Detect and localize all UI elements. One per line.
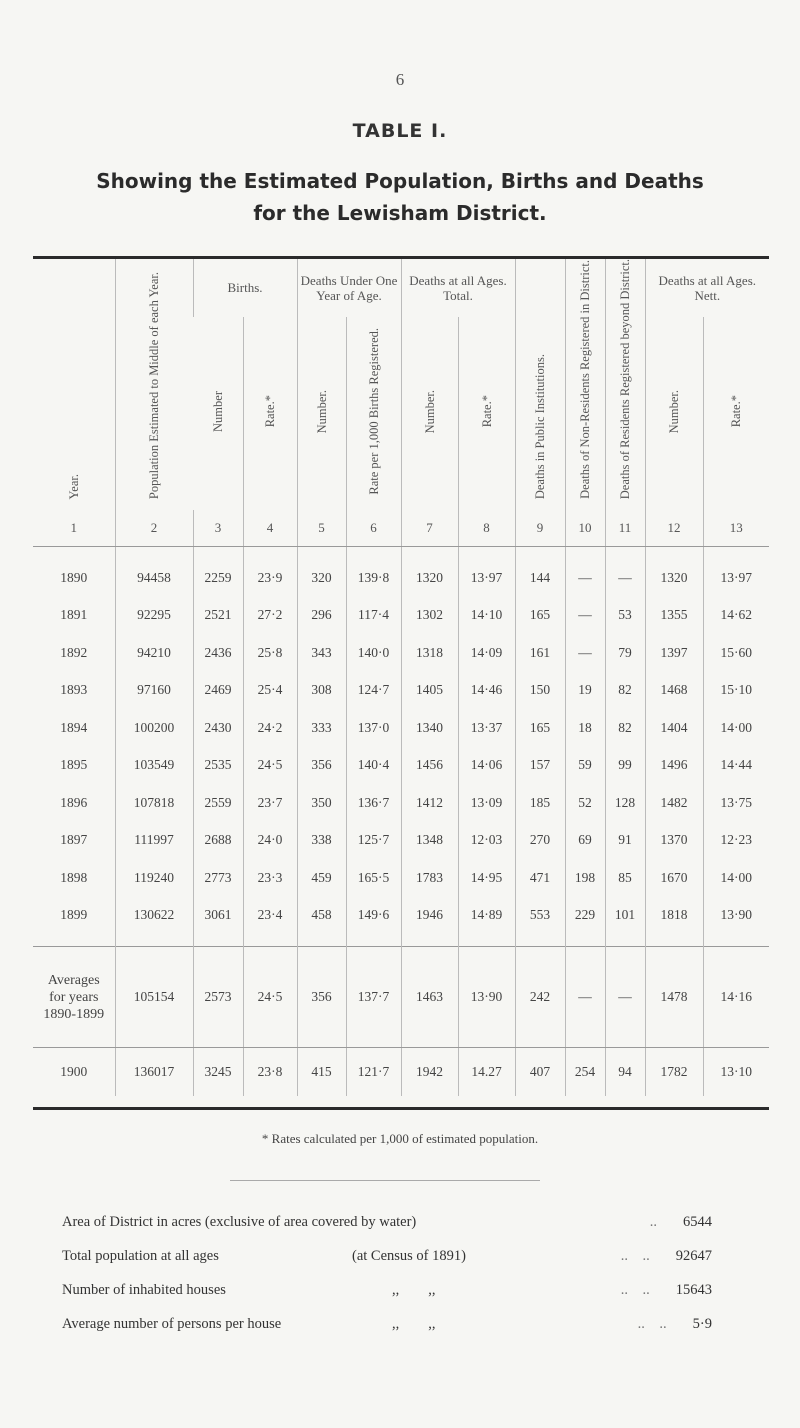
table-cell: 2430 (193, 709, 243, 747)
table-cell: 13·90 (458, 947, 515, 1048)
table-cell: 2469 (193, 672, 243, 710)
table-cell: 1404 (645, 709, 703, 747)
table-cell: 15·10 (703, 672, 769, 710)
table-cell: 333 (297, 709, 346, 747)
table-cell: 23·7 (243, 784, 297, 822)
table-cell: 140·0 (346, 634, 401, 672)
column-number: 1 (33, 510, 115, 547)
column-number: 5 (297, 510, 346, 547)
table-cell: 52 (565, 784, 605, 822)
fact-houses (62, 1273, 742, 1307)
table-cell: 2559 (193, 784, 243, 822)
table-cell: 165 (515, 709, 565, 747)
table-cell: 92295 (115, 597, 193, 635)
district-facts (62, 1205, 742, 1341)
averages-row (33, 947, 769, 1048)
column-number: 6 (346, 510, 401, 547)
table-cell: 471 (515, 859, 565, 897)
table-cell: 137·7 (346, 947, 401, 1048)
table-cell: 1318 (401, 634, 458, 672)
table-cell: 14·00 (703, 859, 769, 897)
table-cell: 165 (515, 597, 565, 635)
fact-label: Total population at all ages (62, 1248, 219, 1264)
col-population-header: Population Estimated to Middle of each Year. (115, 259, 193, 510)
table-cell: 459 (297, 859, 346, 897)
column-number: 13 (703, 510, 769, 547)
col-deaths-number-header: Number. (401, 317, 458, 511)
col-infant-number-header: Number. (297, 317, 346, 511)
table-cell: 2688 (193, 822, 243, 860)
table-cell: 136017 (115, 1048, 193, 1097)
table-cell: — (605, 947, 645, 1048)
table-cell: 296 (297, 597, 346, 635)
table-cell: 1370 (645, 822, 703, 860)
table-cell: 1890 (60, 569, 88, 585)
table-cell: 101 (605, 897, 645, 935)
table-cell: 2535 (193, 747, 243, 785)
group-deaths-total: Deaths at all Ages. Total. (401, 259, 515, 317)
table-cell: 185 (515, 784, 565, 822)
table-title: TABLE I. (352, 120, 448, 142)
table-cell: 1302 (401, 597, 458, 635)
table-cell: 1946 (401, 897, 458, 935)
table-cell: 24·5 (243, 747, 297, 785)
table-cell: 165·5 (346, 859, 401, 897)
table-cell: 338 (297, 822, 346, 860)
statistics-table (33, 259, 769, 1096)
table-cell: 1355 (645, 597, 703, 635)
table-cell: 2773 (193, 859, 243, 897)
table-cell: 100200 (115, 709, 193, 747)
table-cell: 125·7 (346, 822, 401, 860)
table-cell: 1397 (645, 634, 703, 672)
table-cell: 27·2 (243, 597, 297, 635)
table-cell: 2436 (193, 634, 243, 672)
table-cell: 3245 (193, 1048, 243, 1097)
table-cell: — (565, 559, 605, 597)
table-cell: 343 (297, 634, 346, 672)
table-cell: 24·0 (243, 822, 297, 860)
table-cell: 140·4 (346, 747, 401, 785)
table-bottom-rule (33, 1107, 769, 1110)
table-cell: 14·62 (703, 597, 769, 635)
table-cell: 14·00 (703, 709, 769, 747)
table-cell: 308 (297, 672, 346, 710)
column-number: 9 (515, 510, 565, 547)
table-cell: 130622 (115, 897, 193, 935)
table-cell: 14·46 (458, 672, 515, 710)
table-cell: 85 (605, 859, 645, 897)
table-cell: 229 (565, 897, 605, 935)
table-row (33, 559, 769, 597)
col-infant-rate-header: Rate per 1,000 Births Registered. (346, 317, 401, 511)
table-cell: 198 (565, 859, 605, 897)
table-cell: 18 (565, 709, 605, 747)
table-cell: 69 (565, 822, 605, 860)
table-cell: 103549 (115, 747, 193, 785)
table-cell: — (565, 947, 605, 1048)
table-cell: 97160 (115, 672, 193, 710)
table-cell: 121·7 (346, 1048, 401, 1097)
footnote: * Rates calculated per 1,000 of estimated population. (261, 1131, 539, 1146)
table-cell: 1482 (645, 784, 703, 822)
fact-value: .. .. 92647 (620, 1248, 712, 1264)
table-cell: 1670 (645, 859, 703, 897)
averages-label: Averages for years 1890-1899 (33, 947, 115, 1048)
table-cell: 99 (605, 747, 645, 785)
table-cell: 105154 (115, 947, 193, 1048)
table-cell: 356 (297, 947, 346, 1048)
table-cell: 270 (515, 822, 565, 860)
column-number-row (33, 510, 769, 547)
table-cell: 94458 (115, 559, 193, 597)
table-cell: 1895 (60, 757, 88, 773)
table-cell: 14·09 (458, 634, 515, 672)
table-cell: 1496 (645, 747, 703, 785)
table-cell: 1320 (401, 559, 458, 597)
column-number: 4 (243, 510, 297, 547)
table-cell: 94210 (115, 634, 193, 672)
table-cell: 350 (297, 784, 346, 822)
table-cell: 1340 (401, 709, 458, 747)
table-cell: 407 (515, 1048, 565, 1097)
fact-persons-per-house (62, 1307, 742, 1341)
column-number: 7 (401, 510, 458, 547)
table-cell: 13·09 (458, 784, 515, 822)
page-number: 6 (395, 70, 405, 89)
table-cell: 15·60 (703, 634, 769, 672)
table-cell: 1463 (401, 947, 458, 1048)
table-cell: 149·6 (346, 897, 401, 935)
table-cell: 128 (605, 784, 645, 822)
fact-value: .. 6544 (649, 1214, 712, 1230)
table-cell: 13·10 (703, 1048, 769, 1097)
table-cell: 117·4 (346, 597, 401, 635)
table-cell: 25·4 (243, 672, 297, 710)
table-cell: 111997 (115, 822, 193, 860)
table-cell: 2521 (193, 597, 243, 635)
table-cell: 14·95 (458, 859, 515, 897)
table-cell: 14.27 (458, 1048, 515, 1097)
col-public-institutions-header: Deaths in Public Institutions. (515, 259, 565, 510)
fact-population (62, 1239, 742, 1273)
fact-ditto: ,, ,, (392, 1316, 436, 1332)
fact-ditto: ,, ,, (392, 1282, 436, 1298)
table-cell: 13·75 (703, 784, 769, 822)
table-row (33, 784, 769, 822)
table-cell: 1892 (60, 644, 88, 660)
table-cell: 19 (565, 672, 605, 710)
table-cell: 356 (297, 747, 346, 785)
col-non-residents-header: Deaths of Non-Residents Registered in District. (565, 259, 605, 510)
table-cell: 1896 (60, 794, 88, 810)
group-births: Births. (193, 259, 297, 317)
table-cell: 242 (515, 947, 565, 1048)
table-cell: — (565, 634, 605, 672)
table-cell: 1893 (60, 682, 88, 698)
table-cell: 124·7 (346, 672, 401, 710)
table-cell: 157 (515, 747, 565, 785)
column-number: 11 (605, 510, 645, 547)
table-cell: 13·97 (458, 559, 515, 597)
table-cell: 12·03 (458, 822, 515, 860)
group-infant-deaths: Deaths Under One Year of Age. (297, 259, 401, 317)
table-cell: 82 (605, 672, 645, 710)
table-cell: 1942 (401, 1048, 458, 1097)
table-cell: 13·97 (703, 559, 769, 597)
table-row (33, 747, 769, 785)
table-cell: 14·16 (703, 947, 769, 1048)
table-cell: 23·3 (243, 859, 297, 897)
table-cell: 1898 (60, 869, 88, 885)
table-cell: 136·7 (346, 784, 401, 822)
table-cell: 2573 (193, 947, 243, 1048)
divider (230, 1180, 540, 1181)
table-cell: 144 (515, 559, 565, 597)
table-cell: 1320 (645, 559, 703, 597)
fact-label: Number of inhabited houses (62, 1282, 226, 1298)
column-number: 2 (115, 510, 193, 547)
table-cell: 458 (297, 897, 346, 935)
table-cell: 1894 (60, 719, 88, 735)
table-cell: 23·4 (243, 897, 297, 935)
table-cell: 150 (515, 672, 565, 710)
heading-line-1: Showing the Estimated Population, Births and Deaths (96, 169, 704, 193)
table-cell: 1468 (645, 672, 703, 710)
table-cell: 1783 (401, 859, 458, 897)
table-cell: 1818 (645, 897, 703, 935)
table-cell: 254 (565, 1048, 605, 1097)
table-cell: 13·37 (458, 709, 515, 747)
table-cell: 1899 (60, 907, 88, 923)
table-row (33, 597, 769, 635)
table-cell: 1897 (60, 832, 88, 848)
table-cell: 91 (605, 822, 645, 860)
table-cell: 82 (605, 709, 645, 747)
fact-value: .. .. 15643 (620, 1282, 712, 1298)
table-cell: 23·8 (243, 1048, 297, 1097)
table-cell: 119240 (115, 859, 193, 897)
page-heading (0, 165, 800, 229)
table-cell: 415 (297, 1048, 346, 1097)
fact-value: .. .. 5·9 (637, 1316, 712, 1332)
table-row (33, 897, 769, 935)
table-cell: 24·2 (243, 709, 297, 747)
col-residents-beyond-header: Deaths of Residents Registered beyond District. (605, 259, 645, 510)
table-cell: 1891 (60, 607, 88, 623)
table-row (33, 709, 769, 747)
heading-line-2: for the Lewisham District. (253, 201, 547, 225)
table-cell: 139·8 (346, 559, 401, 597)
table-cell: 2259 (193, 559, 243, 597)
col-births-rate-header: Rate.* (243, 317, 297, 511)
table-cell: 14·89 (458, 897, 515, 935)
table-cell: 553 (515, 897, 565, 935)
year-1900-row (33, 1048, 769, 1097)
fact-census: (at Census of 1891) (352, 1248, 466, 1264)
table-cell: 14·10 (458, 597, 515, 635)
fact-area (62, 1205, 742, 1239)
table-cell: 79 (605, 634, 645, 672)
table-row (33, 672, 769, 710)
table-cell: 53 (605, 597, 645, 635)
col-year-header: Year. (66, 473, 81, 500)
table-row (33, 859, 769, 897)
table-cell: 14·06 (458, 747, 515, 785)
table-cell: 12·23 (703, 822, 769, 860)
table-cell: 24·5 (243, 947, 297, 1048)
fact-label: Average number of persons per house (62, 1316, 282, 1332)
column-number: 10 (565, 510, 605, 547)
table-row (33, 634, 769, 672)
table-cell: 94 (605, 1048, 645, 1097)
table-cell: 1782 (645, 1048, 703, 1097)
table-cell: 1405 (401, 672, 458, 710)
table-cell: — (565, 597, 605, 635)
table-cell: 23·9 (243, 559, 297, 597)
column-number: 8 (458, 510, 515, 547)
table-row (33, 822, 769, 860)
table-cell: 1412 (401, 784, 458, 822)
group-deaths-nett: Deaths at all Ages. Nett. (645, 259, 769, 317)
col-births-number-header: Number (210, 390, 225, 432)
table-cell: 161 (515, 634, 565, 672)
table-cell: 1456 (401, 747, 458, 785)
table-cell: 14·44 (703, 747, 769, 785)
col-nett-rate-header: Rate.* (703, 317, 769, 511)
column-number: 12 (645, 510, 703, 547)
table-cell: 1348 (401, 822, 458, 860)
table-cell: 137·0 (346, 709, 401, 747)
table-cell: 59 (565, 747, 605, 785)
table-cell: 13·90 (703, 897, 769, 935)
table-cell: 25·8 (243, 634, 297, 672)
table-cell: 1478 (645, 947, 703, 1048)
col-deaths-rate-header: Rate.* (458, 317, 515, 511)
fact-label: Area of District in acres (exclusive of area covered by water) (62, 1214, 417, 1230)
col-nett-number-header: Number. (645, 317, 703, 511)
table-cell: — (605, 559, 645, 597)
column-number: 3 (193, 510, 243, 547)
table-cell: 3061 (193, 897, 243, 935)
table-cell: 107818 (115, 784, 193, 822)
table-cell: 1900 (60, 1064, 88, 1080)
table-cell: 320 (297, 559, 346, 597)
